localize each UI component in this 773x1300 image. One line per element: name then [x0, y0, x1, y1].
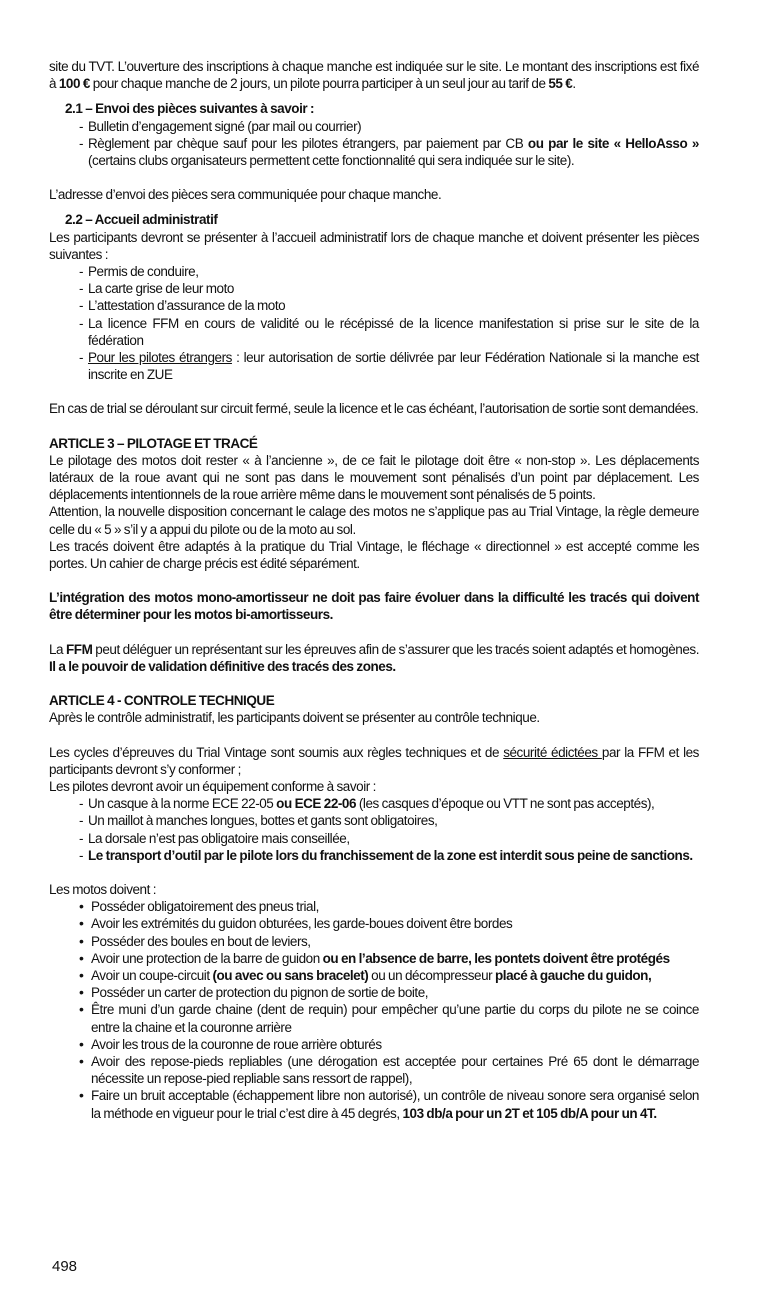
motorcycles-intro: Les motos doivent :: [49, 881, 157, 897]
fee-two-days: 100 €: [58, 76, 90, 92]
foreign-pilots-underline: Pour les pilotes étrangers: [88, 350, 232, 366]
list-item: - La carte grise de leur moto: [79, 280, 699, 297]
section-2-1-heading: 2.1 – Envoi des pièces suivantes à savoir :: [65, 101, 315, 117]
article-4-paragraph-3: Les pilotes devront avoir un équipement conforme à savoir :: [49, 778, 376, 794]
ffm-acronym: FFM: [66, 641, 93, 657]
list-item: - Un casque à la norme ECE 22-05 ou ECE 22-06 (les casques d’époque ou VTT ne sont pas acceptés),: [79, 795, 699, 812]
intro-text: .: [572, 76, 576, 92]
article-3-paragraph-1: Le pilotage des motos doit rester « à l’ancienne », de ce fait le pilotage doit être « non-stop ». Les déplacements latéraux de la roue avant qui ne sont pas dans le mouvement sont pénalisés d’un point par déplacement. Les déplacements intentionnels de la roue arrière même dans le mouvement sont pénalisés de 5 points.: [49, 452, 699, 503]
page-number: 498: [52, 1258, 78, 1275]
helloasso-emphasis: ou par le site « HelloAsso »: [527, 135, 699, 151]
fee-one-day: 55 €: [548, 76, 573, 92]
list-item: - L’attestation d’assurance de la moto: [79, 297, 699, 314]
ffm-delegate-paragraph: La FFM peut déléguer un représentant sur les épreuves afin de s’assurer que les tracés soient adaptés et homogènes. Il a le pouvoir de validation définitive des tracés des zones.: [49, 641, 699, 674]
list-item: • Avoir une protection de la barre de guidon ou en l’absence de barre, les pontets doivent être protégés: [79, 950, 699, 967]
list-item: • Posséder un carter de protection du pignon de sortie de boite,: [79, 984, 699, 1001]
list-item: - La licence FFM en cours de validité ou le récépissé de la licence manifestation si prise sur le site de la fédération: [79, 315, 699, 349]
article-3-title: ARTICLE 3 – PILOTAGE ET TRACÉ: [49, 435, 258, 451]
list-item: • Avoir des repose-pieds repliables (une dérogation est acceptée pour certaines Pré 65 dont le démarrage nécessite un repose-pied repliable sans ressort de rappel),: [79, 1053, 699, 1087]
documents-list: [49, 118, 699, 170]
list-item: • Avoir les extrémités du guidon obturées, les garde-boues doivent être bordes: [79, 915, 699, 932]
list-item: • Posséder obligatoirement des pneus trial,: [79, 898, 699, 915]
list-item: - La dorsale n’est pas obligatoire mais conseillée,: [79, 830, 699, 847]
article-4-paragraph-2: Les cycles d’épreuves du Trial Vintage sont soumis aux règles techniques et de sécurité édictées par la FFM et les participants devront s’y conformer ;: [49, 744, 699, 777]
list-item: • Être muni d’un garde chaine (dent de requin) pour empêcher qu’une partie du corps du pilote ne se coince entre la chaine et la couronne arrière: [79, 1001, 699, 1035]
article-3-paragraph-3: Les tracés doivent être adaptés à la pratique du Trial Vintage, le fléchage « directionnel » est accepté comme les portes. Un cahier de charge précis est édité séparément.: [49, 538, 699, 572]
list-item: • Avoir un coupe-circuit (ou avec ou sans bracelet) ou un décompresseur placé à gauche du guidon,: [79, 967, 699, 984]
section-2-2-heading: 2.2 – Accueil administratif: [65, 212, 218, 228]
article-4-paragraph-1: Après le contrôle administratif, les participants doivent se présenter au contrôle technique.: [49, 710, 540, 726]
equipment-list: [49, 795, 699, 864]
address-paragraph: L’adresse d’envoi des pièces sera communiquée pour chaque manche.: [49, 187, 442, 203]
list-item: • Faire un bruit acceptable (échappement libre non autorisé), un contrôle de niveau sonore sera organisé selon la méthode en vigueur pour le trial c’est dire à 45 degrés, 103 db/a pour un 2T et 105 db/A pour un 4T.: [79, 1087, 699, 1121]
list-item: • Posséder des boules en bout de leviers,: [79, 933, 699, 950]
closed-circuit-paragraph: En cas de trial se déroulant sur circuit fermé, seule la licence et le cas échéant, l’autorisation de sortie sont demandées.: [49, 401, 699, 417]
motorcycle-requirements-list: [49, 898, 699, 1122]
list-item: - Le transport d’outil par le pilote lors du franchissement de la zone est interdit sous peine de sanctions.: [79, 847, 699, 864]
mono-shock-notice: L’intégration des motos mono-amortisseur ne doit pas faire évoluer dans la difficulté les tracés qui doivent être déterminer pour les motos bi-amortisseurs.: [49, 590, 699, 623]
article-4-title: ARTICLE 4 - CONTROLE TECHNIQUE: [49, 693, 275, 709]
intro-paragraph: [49, 58, 699, 92]
list-item: - Pour les pilotes étrangers : leur autorisation de sortie délivrée par leur Fédération Nationale si la manche est inscrite en ZUE: [79, 349, 699, 383]
list-item: - Règlement par chèque sauf pour les pilotes étrangers, par paiement par CB ou par le site « HelloAsso » (certains clubs organisateurs permettent cette fonctionnalité qui sera indiquée sur le site).: [79, 135, 699, 169]
reception-documents-list: [49, 263, 699, 383]
document-page: [49, 58, 699, 1122]
list-item: - Bulletin d’engagement signé (par mail ou courrier): [79, 118, 699, 135]
reception-intro: Les participants devront se présenter à l’accueil administratif lors de chaque manche et doivent présenter les pièces suivantes :: [49, 229, 699, 262]
intro-text: site du TVT. L’ouverture des inscriptions à chaque manche est indiquée sur le site. Le montant des inscriptions est fixé à: [49, 59, 699, 92]
list-item: - Un maillot à manches longues, bottes et gants sont obligatoires,: [79, 812, 699, 829]
list-item: - Permis de conduire,: [79, 263, 699, 280]
list-item: • Avoir les trous de la couronne de roue arrière obturés: [79, 1036, 699, 1053]
article-3-paragraph-2: Attention, la nouvelle disposition concernant le calage des motos ne s’applique pas au Trial Vintage, la règle demeure celle du « 5 » s’il y a appui du pilote ou de la moto au sol.: [49, 504, 699, 537]
intro-text: pour chaque manche de 2 jours, un pilote pourra participer à un seul jour au tarif de: [89, 76, 549, 92]
security-underline: sécurité édictées: [503, 744, 602, 760]
